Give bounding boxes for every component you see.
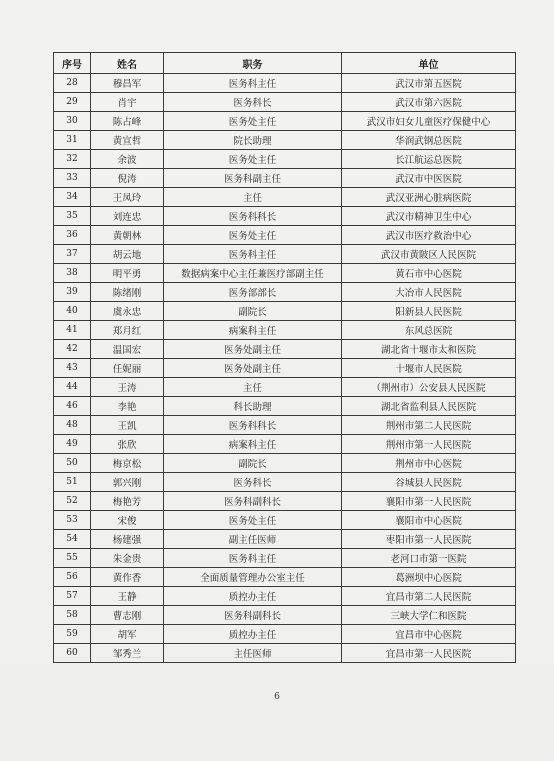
table-row <box>54 226 516 245</box>
cell-position: 科长助理 <box>164 397 342 416</box>
header-position: 职务 <box>164 53 342 74</box>
cell-unit: 长江航运总医院 <box>342 150 516 169</box>
header-unit: 单位 <box>342 53 516 74</box>
cell-seq: 52 <box>54 492 91 511</box>
cell-position: 医务处主任 <box>164 150 342 169</box>
table-row <box>54 397 516 416</box>
cell-name: 李艳 <box>91 397 164 416</box>
table-header <box>54 53 516 74</box>
cell-name: 曹志刚 <box>91 606 164 625</box>
cell-seq: 41 <box>54 321 91 340</box>
cell-name: 肖宇 <box>91 93 164 112</box>
cell-position: 医务科主任 <box>164 549 342 568</box>
cell-seq: 39 <box>54 283 91 302</box>
cell-position: 副主任医师 <box>164 530 342 549</box>
table-body <box>54 74 516 663</box>
cell-seq: 44 <box>54 378 91 397</box>
cell-name: 王凯 <box>91 416 164 435</box>
cell-name: 梅京松 <box>91 454 164 473</box>
table-row <box>54 131 516 150</box>
cell-unit: 襄阳市第一人民医院 <box>342 492 516 511</box>
cell-position: 医务科副科长 <box>164 492 342 511</box>
cell-position: 医务处主任 <box>164 511 342 530</box>
cell-seq: 57 <box>54 587 91 606</box>
cell-name: 朱金贵 <box>91 549 164 568</box>
cell-seq: 38 <box>54 264 91 283</box>
cell-unit: 宜昌市中心医院 <box>342 625 516 644</box>
cell-seq: 46 <box>54 397 91 416</box>
header-seq: 序号 <box>54 53 91 74</box>
cell-unit: 襄阳市中心医院 <box>342 511 516 530</box>
header-row <box>54 53 516 74</box>
cell-position: 医务科副科长 <box>164 606 342 625</box>
cell-seq: 55 <box>54 549 91 568</box>
cell-name: 刘连忠 <box>91 207 164 226</box>
cell-seq: 30 <box>54 112 91 131</box>
cell-position: 医务科主任 <box>164 74 342 93</box>
table-row <box>54 378 516 397</box>
cell-position: 医务部部长 <box>164 283 342 302</box>
cell-position: 数据病案中心主任兼医疗部副主任 <box>164 264 342 283</box>
table-row <box>54 74 516 93</box>
cell-seq: 59 <box>54 625 91 644</box>
cell-unit: 武汉市医疗救治中心 <box>342 226 516 245</box>
cell-unit: 荆州市中心医院 <box>342 454 516 473</box>
page-number: 6 <box>274 692 280 702</box>
cell-unit: 湖北省监利县人民医院 <box>342 397 516 416</box>
cell-position: 医务科长 <box>164 93 342 112</box>
cell-name: 胡军 <box>91 625 164 644</box>
table-row <box>54 435 516 454</box>
cell-name: 王涛 <box>91 378 164 397</box>
cell-position: 质控办主任 <box>164 625 342 644</box>
table-row <box>54 359 516 378</box>
cell-name: 郑月红 <box>91 321 164 340</box>
cell-seq: 56 <box>54 568 91 587</box>
table-row <box>54 264 516 283</box>
cell-name: 虞永忠 <box>91 302 164 321</box>
cell-unit: 三峡大学仁和医院 <box>342 606 516 625</box>
cell-position: 主任 <box>164 188 342 207</box>
cell-position: 病案科主任 <box>164 435 342 454</box>
table-row <box>54 93 516 112</box>
cell-seq: 49 <box>54 435 91 454</box>
cell-seq: 37 <box>54 245 91 264</box>
table-row <box>54 530 516 549</box>
table-row <box>54 492 516 511</box>
cell-name: 黄作香 <box>91 568 164 587</box>
cell-unit: 大冶市人民医院 <box>342 283 516 302</box>
cell-unit: 武汉市第六医院 <box>342 93 516 112</box>
cell-position: 主任医师 <box>164 644 342 663</box>
cell-name: 陈绪刚 <box>91 283 164 302</box>
table-row <box>54 112 516 131</box>
cell-unit: 武汉市妇女儿童医疗保健中心 <box>342 112 516 131</box>
table-row <box>54 473 516 492</box>
table-row <box>54 321 516 340</box>
table-row <box>54 150 516 169</box>
table-row <box>54 606 516 625</box>
cell-unit: 老河口市第一医院 <box>342 549 516 568</box>
cell-name: 宋俊 <box>91 511 164 530</box>
table-row <box>54 340 516 359</box>
cell-seq: 35 <box>54 207 91 226</box>
cell-unit: 十堰市人民医院 <box>342 359 516 378</box>
cell-position: 医务科主任 <box>164 245 342 264</box>
personnel-table <box>53 52 516 663</box>
cell-seq: 28 <box>54 74 91 93</box>
table-row <box>54 245 516 264</box>
cell-unit: 枣阳市第一人民医院 <box>342 530 516 549</box>
cell-position: 质控办主任 <box>164 587 342 606</box>
cell-seq: 36 <box>54 226 91 245</box>
cell-seq: 42 <box>54 340 91 359</box>
cell-name: 倪涛 <box>91 169 164 188</box>
header-name: 姓名 <box>91 53 164 74</box>
cell-unit: 宜昌市第一人民医院 <box>342 644 516 663</box>
cell-seq: 51 <box>54 473 91 492</box>
cell-position: 主任 <box>164 378 342 397</box>
cell-unit: 武汉亚洲心脏病医院 <box>342 188 516 207</box>
table-row <box>54 568 516 587</box>
table-row <box>54 549 516 568</box>
cell-name: 张欣 <box>91 435 164 454</box>
table-row <box>54 416 516 435</box>
cell-position: 全面质量管理办公室主任 <box>164 568 342 587</box>
table-row <box>54 283 516 302</box>
table-row <box>54 644 516 663</box>
cell-seq: 53 <box>54 511 91 530</box>
cell-unit: （荆州市）公安县人民医院 <box>342 378 516 397</box>
cell-name: 王静 <box>91 587 164 606</box>
cell-position: 副院长 <box>164 454 342 473</box>
cell-name: 温国宏 <box>91 340 164 359</box>
cell-seq: 54 <box>54 530 91 549</box>
cell-position: 院长助理 <box>164 131 342 150</box>
cell-seq: 31 <box>54 131 91 150</box>
cell-name: 穆昌军 <box>91 74 164 93</box>
cell-seq: 34 <box>54 188 91 207</box>
cell-name: 王凤玲 <box>91 188 164 207</box>
cell-position: 医务科科长 <box>164 207 342 226</box>
cell-unit: 葛洲坝中心医院 <box>342 568 516 587</box>
table-row <box>54 188 516 207</box>
table-row <box>54 207 516 226</box>
cell-position: 医务科长 <box>164 473 342 492</box>
cell-name: 郭兴刚 <box>91 473 164 492</box>
cell-name: 黄朝林 <box>91 226 164 245</box>
cell-unit: 武汉市精神卫生中心 <box>342 207 516 226</box>
cell-unit: 武汉市黄陂区人民医院 <box>342 245 516 264</box>
table-row <box>54 302 516 321</box>
cell-unit: 荆州市第一人民医院 <box>342 435 516 454</box>
cell-position: 医务处副主任 <box>164 340 342 359</box>
cell-unit: 宜昌市第二人民医院 <box>342 587 516 606</box>
cell-unit: 黄石市中心医院 <box>342 264 516 283</box>
table-row <box>54 511 516 530</box>
cell-name: 余波 <box>91 150 164 169</box>
cell-name: 明平勇 <box>91 264 164 283</box>
cell-seq: 40 <box>54 302 91 321</box>
cell-seq: 43 <box>54 359 91 378</box>
cell-position: 医务科副主任 <box>164 169 342 188</box>
cell-seq: 48 <box>54 416 91 435</box>
cell-position: 副院长 <box>164 302 342 321</box>
table-row <box>54 454 516 473</box>
table-row <box>54 625 516 644</box>
cell-name: 杨建强 <box>91 530 164 549</box>
cell-name: 胡云地 <box>91 245 164 264</box>
cell-seq: 32 <box>54 150 91 169</box>
cell-position: 医务处主任 <box>164 226 342 245</box>
cell-name: 梅艳芳 <box>91 492 164 511</box>
cell-seq: 60 <box>54 644 91 663</box>
cell-name: 黄宣哲 <box>91 131 164 150</box>
table-row <box>54 587 516 606</box>
cell-position: 医务处副主任 <box>164 359 342 378</box>
cell-unit: 武汉市中医医院 <box>342 169 516 188</box>
cell-seq: 58 <box>54 606 91 625</box>
table-row <box>54 169 516 188</box>
cell-name: 邹秀兰 <box>91 644 164 663</box>
cell-unit: 谷城县人民医院 <box>342 473 516 492</box>
cell-unit: 武汉市第五医院 <box>342 74 516 93</box>
cell-seq: 33 <box>54 169 91 188</box>
cell-seq: 29 <box>54 93 91 112</box>
cell-unit: 东风总医院 <box>342 321 516 340</box>
cell-unit: 湖北省十堰市太和医院 <box>342 340 516 359</box>
cell-position: 医务科科长 <box>164 416 342 435</box>
cell-name: 任妮丽 <box>91 359 164 378</box>
cell-name: 陈占峰 <box>91 112 164 131</box>
cell-unit: 华润武钢总医院 <box>342 131 516 150</box>
cell-position: 医务处主任 <box>164 112 342 131</box>
cell-unit: 荆州市第二人民医院 <box>342 416 516 435</box>
cell-position: 病案科主任 <box>164 321 342 340</box>
cell-unit: 阳新县人民医院 <box>342 302 516 321</box>
cell-seq: 50 <box>54 454 91 473</box>
